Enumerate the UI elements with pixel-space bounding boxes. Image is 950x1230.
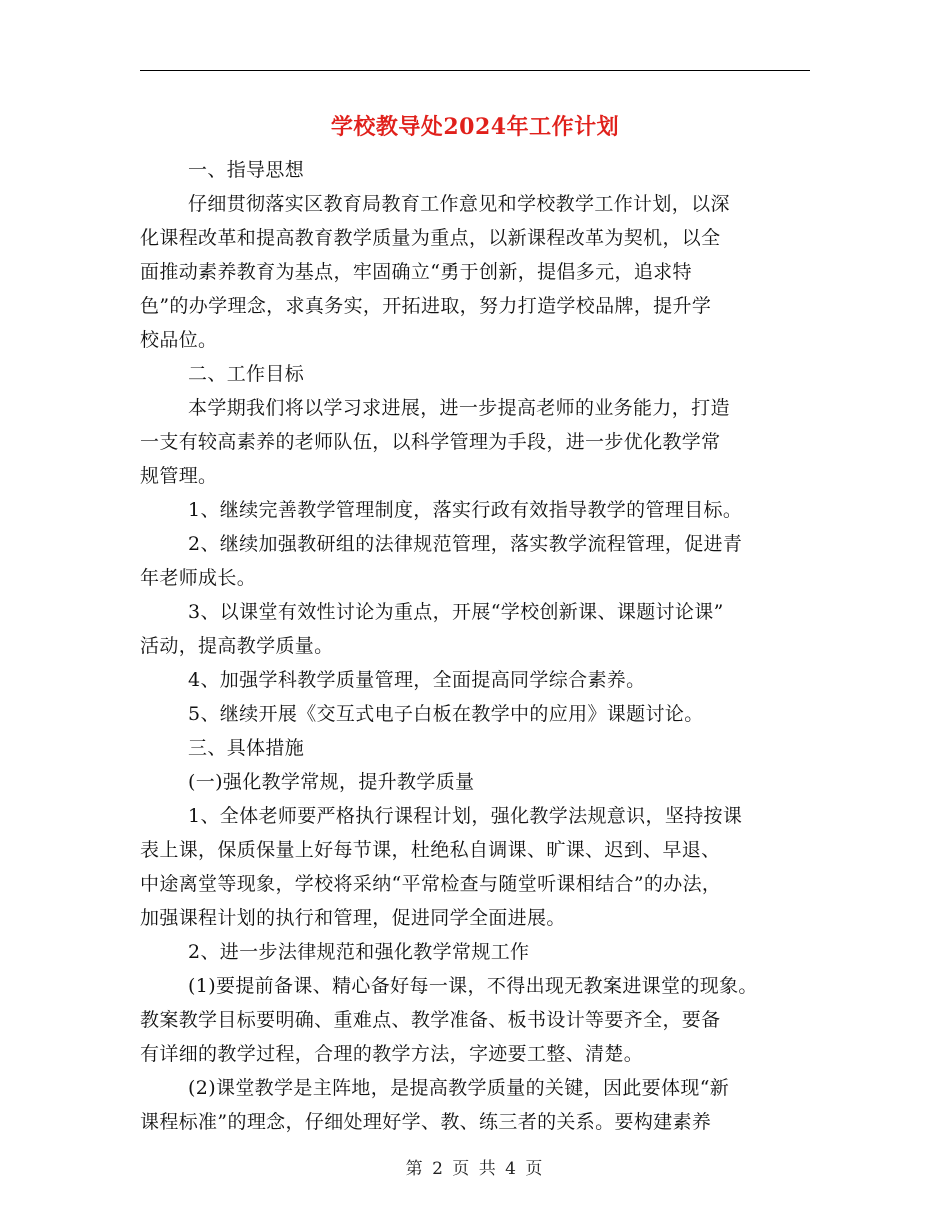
text-line: 色”的办学理念，求真务实，开拓进取，努力打造学校品牌，提升学 <box>140 295 712 317</box>
text-line: 加强课程计划的执行和管理，促进同学全面进展。 <box>140 907 566 929</box>
page-number: 第 2 页 共 4 页 <box>405 1159 545 1179</box>
text-line: 校品位。 <box>140 329 218 351</box>
text-line: 二、工作目标 <box>188 363 305 385</box>
text-line: (2)课堂教学是主阵地，是提高教学质量的关键，因此要体现“新 <box>188 1077 730 1099</box>
text-line: 中途离堂等现象，学校将采纳“平常检查与随堂听课相结合”的办法， <box>140 873 722 895</box>
text-line: 一支有较高素养的老师队伍，以科学管理为手段，进一步优化教学常 <box>140 431 721 453</box>
text-line: 课程标准”的理念，仔细处理好学、教、练三者的关系。要构建素养 <box>140 1111 712 1133</box>
text-line: 有详细的教学过程，合理的教学方法，字迹要工整、清楚。 <box>140 1043 644 1065</box>
text-line: 面推动素养教育为基点，牢固确立“勇于创新，提倡多元，追求特 <box>140 261 692 283</box>
text-line: 教案教学目标要明确、重难点、教学准备、板书设计等要齐全，要备 <box>140 1009 721 1031</box>
text-line: 规管理。 <box>140 465 218 487</box>
text-line: 活动，提高教学质量。 <box>140 635 334 657</box>
text-line: 4、加强学科教学质量管理，全面提高同学综合素养。 <box>188 669 646 691</box>
text-line: 2、继续加强教研组的法律规范管理，落实教学流程管理，促进青 <box>188 533 743 555</box>
header-rule <box>140 70 810 71</box>
text-line: 表上课，保质保量上好每节课，杜绝私自调课、旷课、迟到、早退、 <box>140 839 721 861</box>
text-line: (一)强化教学常规，提升教学质量 <box>188 771 475 793</box>
text-line: 化课程改革和提高教育教学质量为重点，以新课程改革为契机，以全 <box>140 227 721 249</box>
text-line: 一、指导思想 <box>188 159 305 181</box>
text-line: 2、进一步法律规范和强化教学常规工作 <box>188 941 530 963</box>
text-line: 三、具体措施 <box>188 737 305 759</box>
text-line: 3、以课堂有效性讨论为重点，开展“学校创新课、课题讨论课” <box>188 601 724 623</box>
document-body <box>140 153 810 1139</box>
text-line: 5、继续开展《交互式电子白板在教学中的应用》课题讨论。 <box>188 703 704 725</box>
text-line: (1)要提前备课、精心备好每一课，不得出现无教案进课堂的现象。 <box>188 975 758 997</box>
text-line: 1、继续完善教学管理制度，落实行政有效指导教学的管理目标。 <box>188 499 743 521</box>
text-line: 1、全体老师要严格执行课程计划，强化教学法规意识，坚持按课 <box>188 805 743 827</box>
text-line: 年老师成长。 <box>140 567 257 589</box>
text-line: 本学期我们将以学习求进展，进一步提高老师的业务能力，打造 <box>188 397 730 419</box>
document-title: 学校教导处2024年工作计划 <box>330 114 620 140</box>
text-line: 仔细贯彻落实区教育局教育工作意见和学校教学工作计划，以深 <box>188 193 730 215</box>
